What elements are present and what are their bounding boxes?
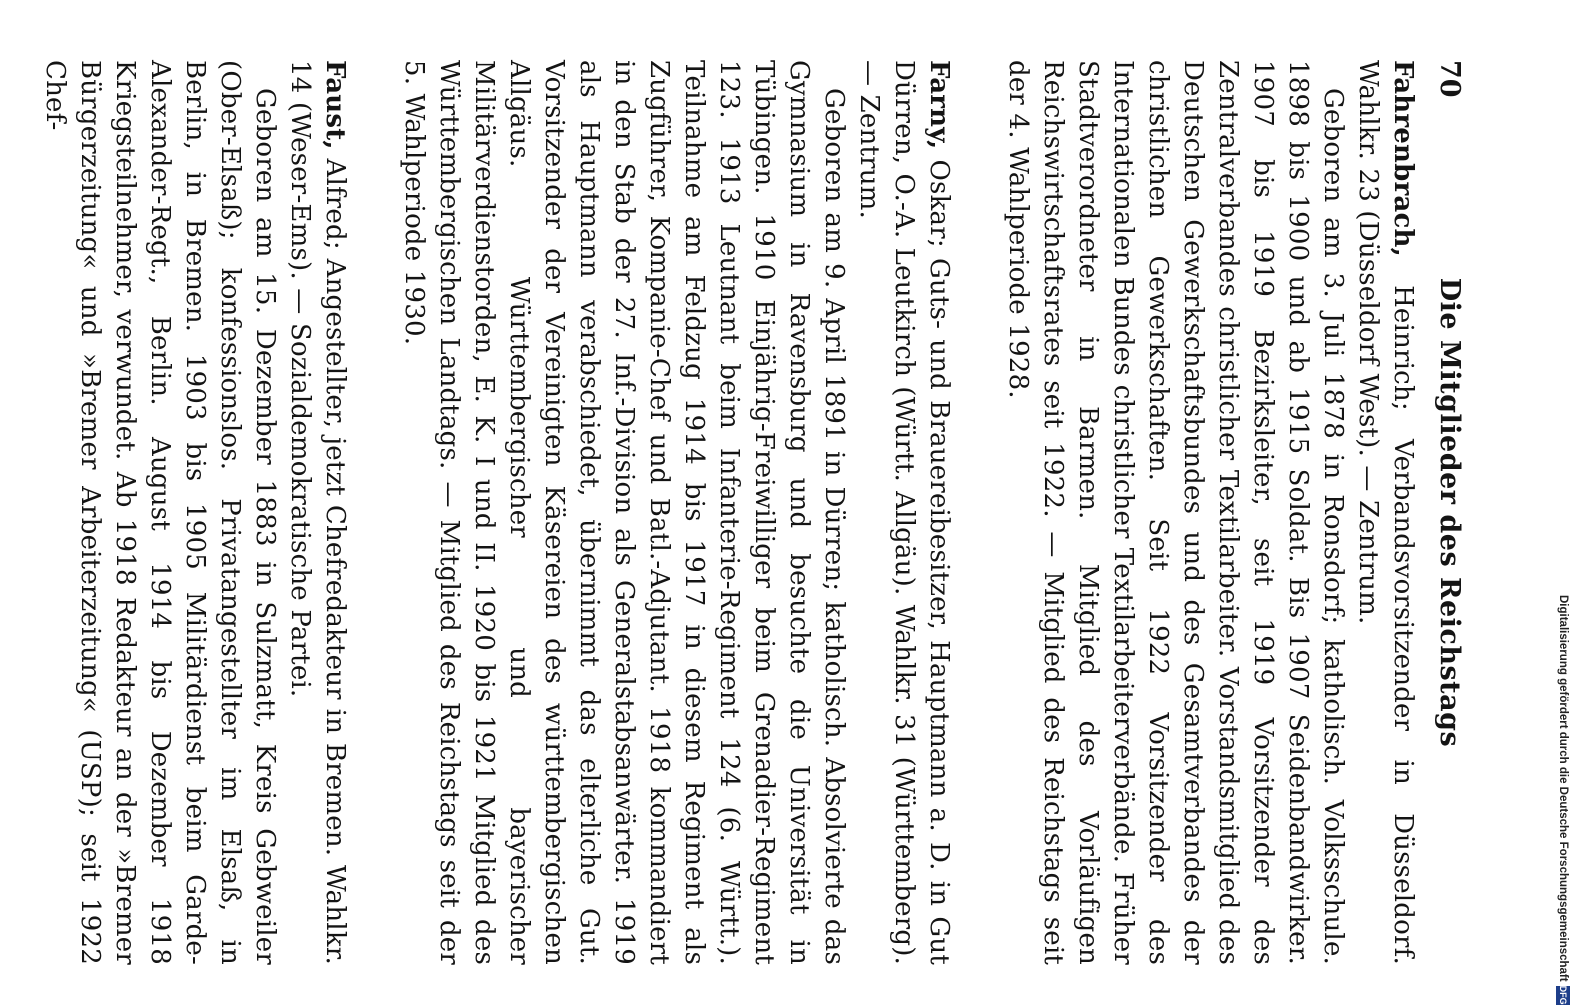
- entry-name: Faust,: [320, 60, 350, 150]
- entry-body: Geboren am 9. April 1891 in Dürren; katholisch. Absolvierte das Gymnasium in Ravensburg und besuchte die Universität in Tübingen. 1910 Einjährig-Freiwilliger beim Grenadier-Regiment 123. 1913 Leutnant beim Infanterie-Regiment 124 (6. Württ.). Teilnahme am Feldzug 1914 bis 1917 in diesem Regiment als Zugführer, Kompanie-Chef und Batl.-Adjutant. 1918 kommandiert in den Stab der 27. Inf.-Division als Generalstabsanwärter. 1919 als Hauptmann verabschiedet, übernimmt das elterliche Gut. Vorsitzender der Vereinigten Käsereien des württembergischen Allgäus. Württembergischer und bayerischer Militärverdienstorden, E. K. I und II. 1920 bis 1921 Mitglied des Württembergischen Landtags. — Mitglied des Reichstags seit der 5. Wahlperiode 1930.: [399, 60, 849, 965]
- member-entry-farny: [396, 60, 956, 965]
- entry-heading: [282, 60, 352, 965]
- page-number: 70: [1434, 60, 1465, 98]
- member-entry-fahrenbrach: [1000, 60, 1420, 965]
- scanned-page: [40, 0, 1510, 1000]
- entry-name: Fahrenbrach,: [1388, 60, 1418, 257]
- entry-body: Geboren am 15. Dezember 1883 in Sulzmatt, Kreis Gebweiler (Ober-Elsaß); konfessionslos. Privatangestellter im Elsaß, in Berlin, in Bremen. 1903 bis 1905 Militärdienst beim Garde-Alexander-Regt., Berlin. August 1914 bis Dezember 1918 Kriegsteilnehmer, verwundet. Ab 1918 Redakteur an der »Bremer Bürgerzeitung« und »Bremer Arbeiterzeitung« (USP); seit 1922 Chef-: [40, 60, 280, 965]
- entry-lead: Heinrich; Verbandsvorsitzender in Düsseldorf. Wahlkr. 23 (Düsseldorf West). — Zentrum.: [1353, 60, 1418, 965]
- entry-body: Geboren am 3. Juli 1878 in Ronsdorf; katholisch. Volksschule. 1898 bis 1900 und ab 1915 Soldat. Bis 1907 Seidenbandwirker. 1907 bis 1919 Bezirksleiter, seit 1919 Vorsitzender des Zentralverbandes christlicher Textilarbeiter. Vorstandsmitglied des Deutschen Gewerkschaftsbundes und des Gesamtverbandes der christlichen Gewerkschaften. Seit 1922 Vorsitzender des Internationalen Bundes christlicher Textilarbeiterverbände. Früher Stadtverordneter in Barmen. Mitglied des Vorläufigen Reichswirtschaftsrates seit 1922. — Mitglied des Reichstags seit der 4. Wahlperiode 1928.: [1003, 60, 1348, 965]
- page-header: [1425, 60, 1465, 965]
- entry-lead: Alfred; Angestellter, jetzt Chefredakteur in Bremen. Wahlkr. 14 (Weser-Ems). — Sozialdemokratische Partei.: [285, 60, 350, 966]
- entry-heading: [1350, 60, 1420, 965]
- entry-lead: Oskar; Guts- und Brauereibesitzer, Hauptmann a. D. in Gut Dürren, O.-A. Leutkirch (Württ. Allgäu). Wahlkr. 31 (Württemberg). — Zentrum.: [854, 60, 954, 965]
- credit-text: Digitalisierung gefördert durch die Deutsche Forschungsgemeinschaft: [1557, 595, 1569, 982]
- member-entry-faust: [37, 60, 352, 965]
- entry-name: Farny,: [924, 60, 954, 150]
- member-entries: [0, 60, 1420, 965]
- credit-line: [1548, 595, 1578, 1005]
- dfg-logo-icon: DFG: [1558, 985, 1568, 1005]
- running-title: Die Mitglieder des Reichstags: [1434, 277, 1465, 748]
- entry-heading: [851, 60, 956, 965]
- digitization-credit: [1550, 595, 1588, 1005]
